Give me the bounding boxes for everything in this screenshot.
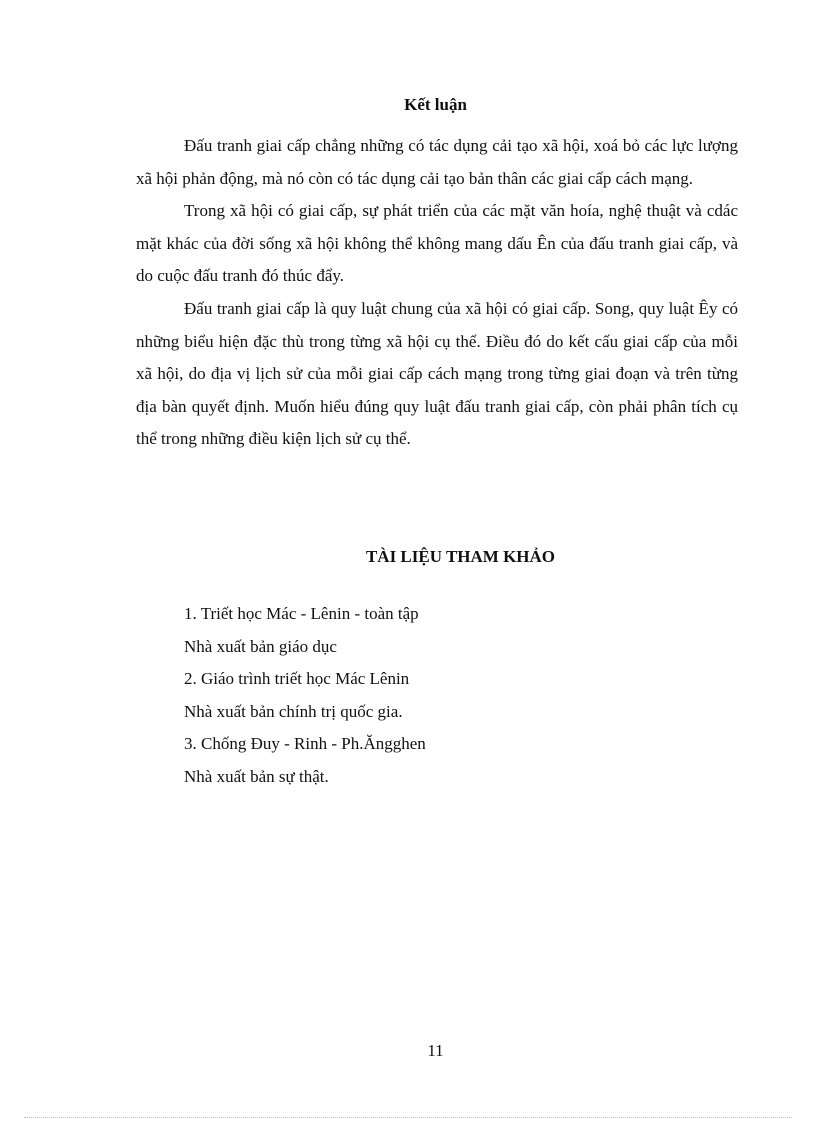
reference-publisher: Nhà xuất bản chính trị quốc gia.: [184, 701, 403, 721]
page-bottom-divider: [24, 1117, 792, 1118]
page-number: 11: [427, 1041, 444, 1060]
reference-publisher: Nhà xuất bản giáo dục: [184, 636, 337, 656]
reference-publisher: Nhà xuất bản sự thật.: [184, 766, 329, 786]
reference-list: [184, 598, 426, 794]
paragraph: Đấu tranh giai cấp là quy luật chung của xã hội có giai cấp. Song, quy luật Êy có những biểu hiện đặc thù trong từng xã hội cụ thể. Điều đó do kết cấu giai cấp của mỗi xã hội, do địa vị lịch sử của mỗi giai cấp cách mạng trong từng giai đoạn và trên từng địa bàn quyết định. Muốn hiểu đúng quy luật đấu tranh giai cấp, còn phải phân tích cụ thể trong những điều kiện lịch sử cụ thể.: [136, 298, 738, 449]
reference-title: 3. Chống Đuy - Rinh - Ph.Ăngghen: [184, 734, 426, 754]
reference-title: 1. Triết học Mác - Lênin - toàn tập: [184, 604, 419, 623]
paragraph: Đấu tranh giai cấp chẳng những có tác dụng cải tạo xã hội, xoá bỏ các lực lượng xã hội phản động, mà nó còn có tác dụng cải tạo bản thân các giai cấp cách mạng.: [136, 136, 738, 188]
conclusion-heading: Kết luận: [404, 95, 467, 114]
paragraph: Trong xã hội có giai cấp, sự phát triển của các mặt văn hoía, nghệ thuật và cdác mặt khác của đời sống xã hội không thể không mang dấu Ên của đấu tranh giai cấp, và do cuộc đấu tranh đó thúc đẩy.: [136, 201, 738, 286]
reference-title: 2. Giáo trình triết học Mác Lênin: [184, 669, 410, 689]
references-heading: TÀI LIỆU THAM KHẢO: [365, 547, 556, 566]
conclusion-body: [136, 130, 738, 456]
